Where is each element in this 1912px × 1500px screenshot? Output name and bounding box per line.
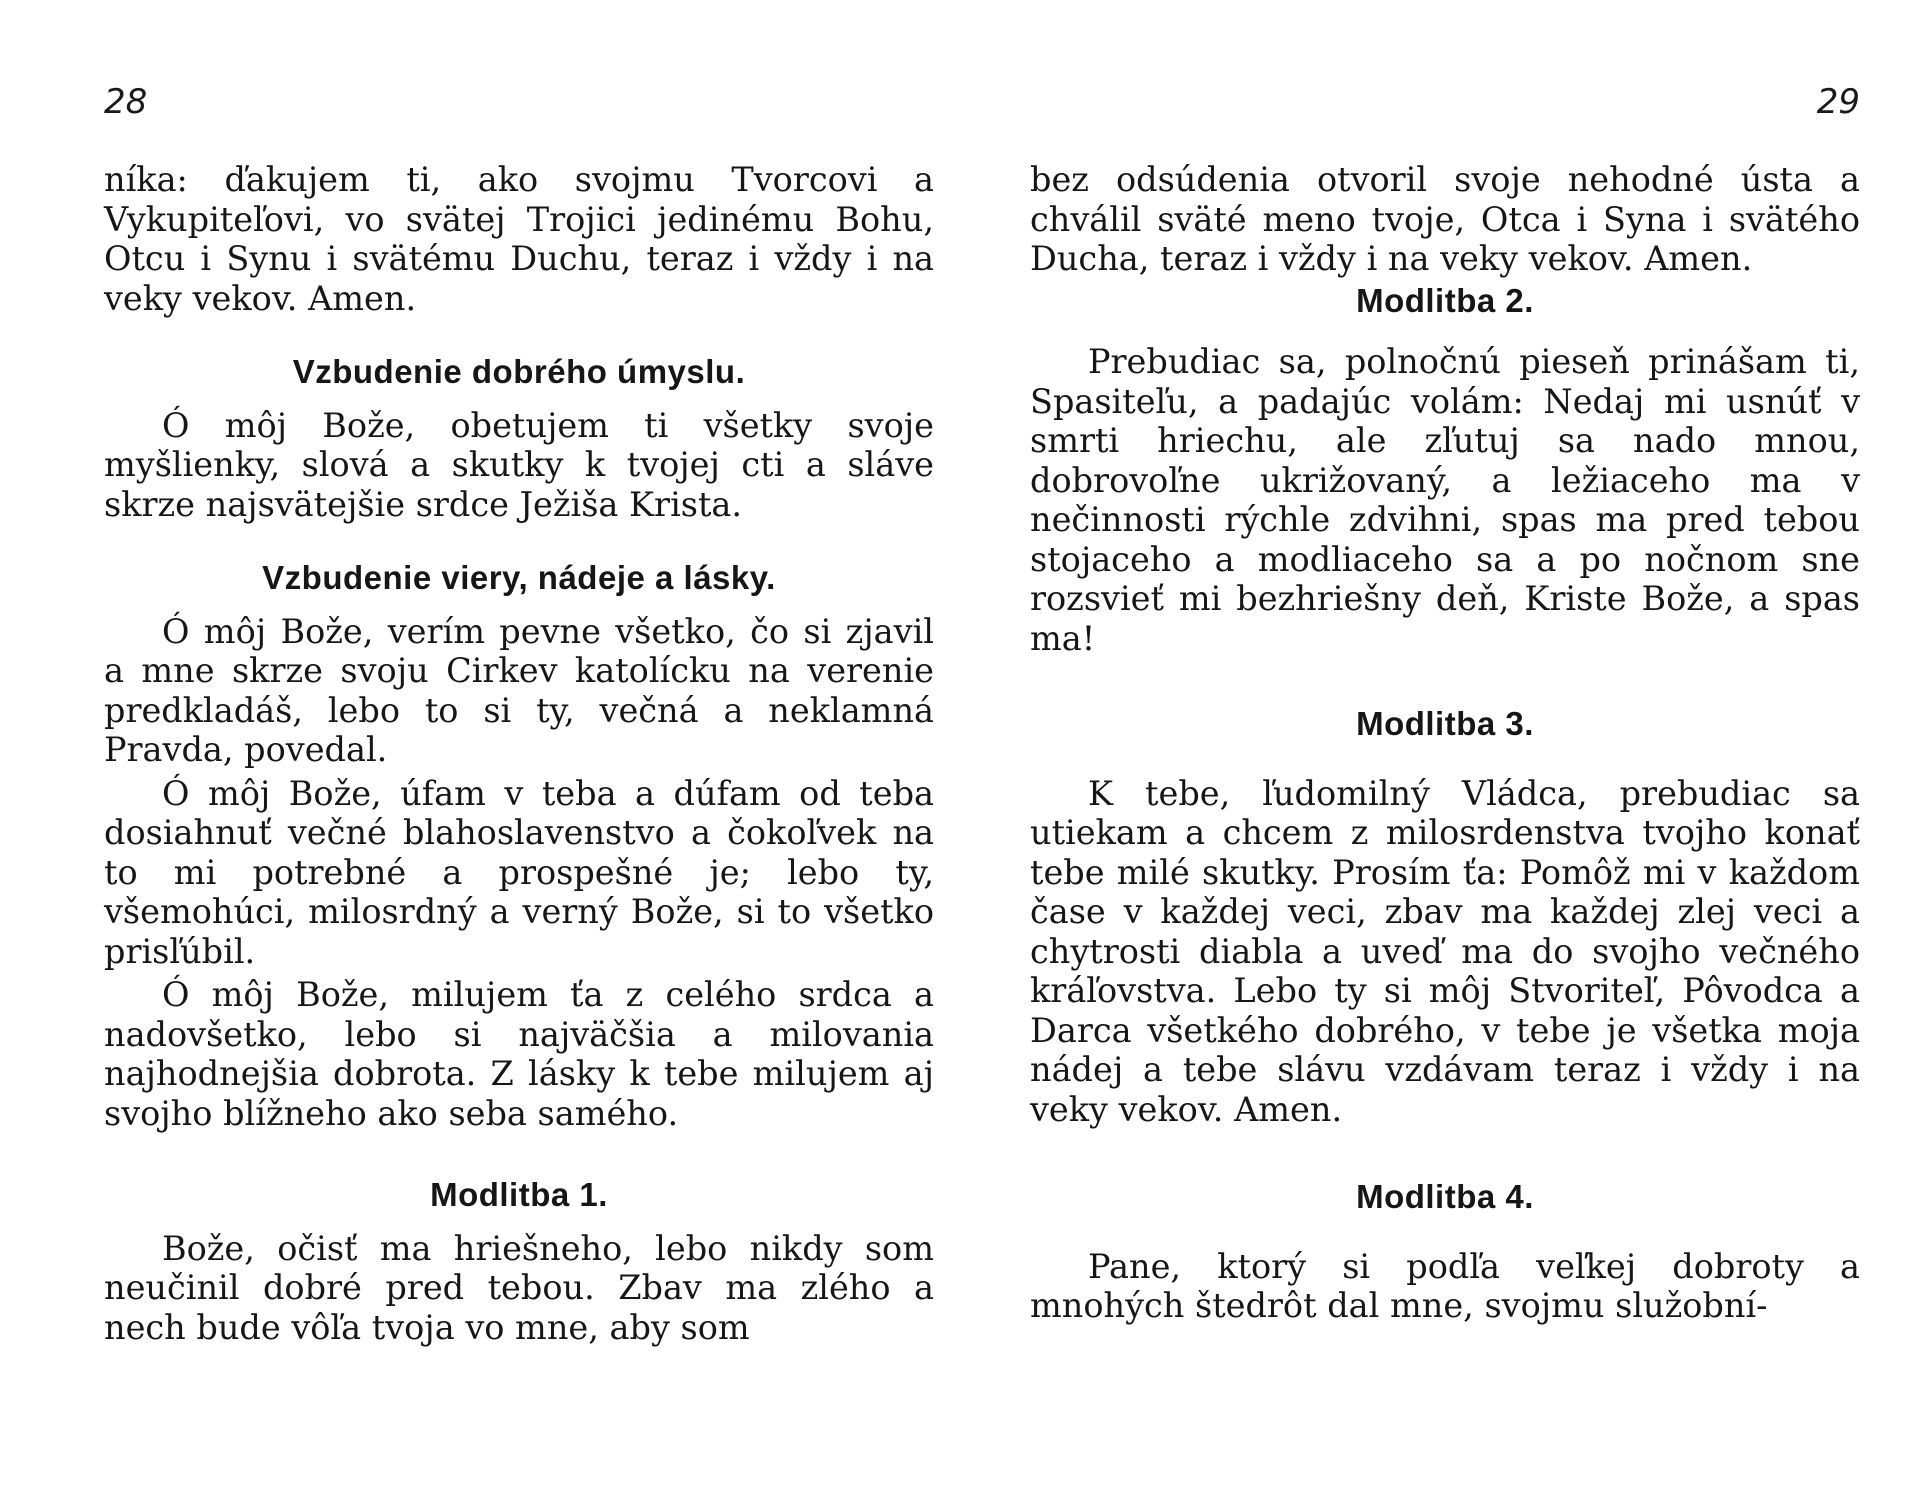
page-number: 28 (104, 82, 148, 122)
section-heading: Modlitba 2. (1356, 281, 1534, 319)
prayer-paragraph: K tebe, ľudomilný Vládca, prebudiac sa utiekam a chcem z milosrdenstva tvojho konať tebe milé skutky. Prosím ťa: Pomôž mi v každom čase v každej veci, zbav ma každej zlej veci a chytrosti diabla a uveď ma do svojho večného kráľovstva. Lebo ty si môj Stvoriteľ, Pôvodca a Darca všetkého dobrého, v tebe je všetka moja nádej a tebe slávu vzdávam teraz i vždy i na veky vekov. Amen. (1030, 773, 1860, 1129)
prayer-paragraph: Ó môj Bože, verím pevne všetko, čo si zjavil a mne skrze svoju Cirkev katolícku na verenie predkladáš, lebo to si ty, večná a neklamná Pravda, povedal. (104, 611, 934, 769)
page-text (104, 160, 934, 1347)
prayer-paragraph: Ó môj Bože, obetujem ti všetky svoje myšlienky, slová a skutky k tvojej cti a sláve skrze najsvätejšie srdce Ježiša Krista. (104, 405, 934, 524)
section-heading: Vzbudenie viery, nádeje a lásky. (262, 559, 776, 596)
page-number: 29 (1816, 82, 1860, 122)
left-page (104, 0, 934, 1500)
section-heading: Modlitba 4. (1356, 1178, 1534, 1215)
prayer-paragraph: Ó môj Bože, úfam v teba a dúfam od teba dosiahnuť večné blahoslavenstvo a čokoľvek na to mi potrebné a prospešné je; lebo ty, všemohúci, milosrdný a verný Bože, si to všetko prisľúbil. (104, 773, 934, 971)
prayer-paragraph: Bože, očisť ma hriešneho, lebo nikdy som neučinil dobré pred tebou. Zbav ma zlého a nech bude vôľa tvoja vo mne, aby som (104, 1228, 934, 1347)
section-heading: Modlitba 3. (1356, 705, 1534, 742)
section-heading: Vzbudenie dobrého úmyslu. (292, 353, 746, 390)
prayer-paragraph: Prebudiac sa, polnočnú pieseň prinášam ti, Spasiteľu, a padajúc volám: Nedaj mi usnúť v smrti hriechu, ale zľutuj sa nado mnou, dobrovoľne ukrižovaný, a ležiaceho ma v nečinnosti rýchle zdvihni, spas ma pred tebou stojaceho a modliaceho sa a po nočnom sne rozsvieť mi bezhriešny deň, Kriste Bože, a spas ma! (1030, 342, 1860, 658)
page-text (1030, 160, 1860, 1326)
continued-paragraph: níka: ďakujem ti, ako svojmu Tvorcovi a Vykupiteľovi, vo svätej Trojici jedinému Bohu, Otcu i Synu i svätému Duchu, teraz i vždy i na veky vekov. Amen. (104, 160, 934, 318)
prayer-paragraph: Pane, ktorý si podľa veľkej dobroty a mnohých štedrôt dal mne, svojmu služobní- (1030, 1246, 1860, 1325)
prayer-paragraph: Ó môj Bože, milujem ťa z celého srdca a nadovšetko, lebo si najväčšia a milovania najhodnejšia dobrota. Z lásky k tebe milujem aj svojho blížneho ako seba samého. (104, 975, 934, 1133)
right-page (1030, 0, 1860, 1500)
section-heading: Modlitba 1. (430, 1176, 608, 1213)
continued-paragraph: bez odsúdenia otvoril svoje nehodné ústa a chválil sväté meno tvoje, Otca i Syna i svätého Ducha, teraz i vždy i na veky vekov. Amen. (1030, 160, 1860, 278)
